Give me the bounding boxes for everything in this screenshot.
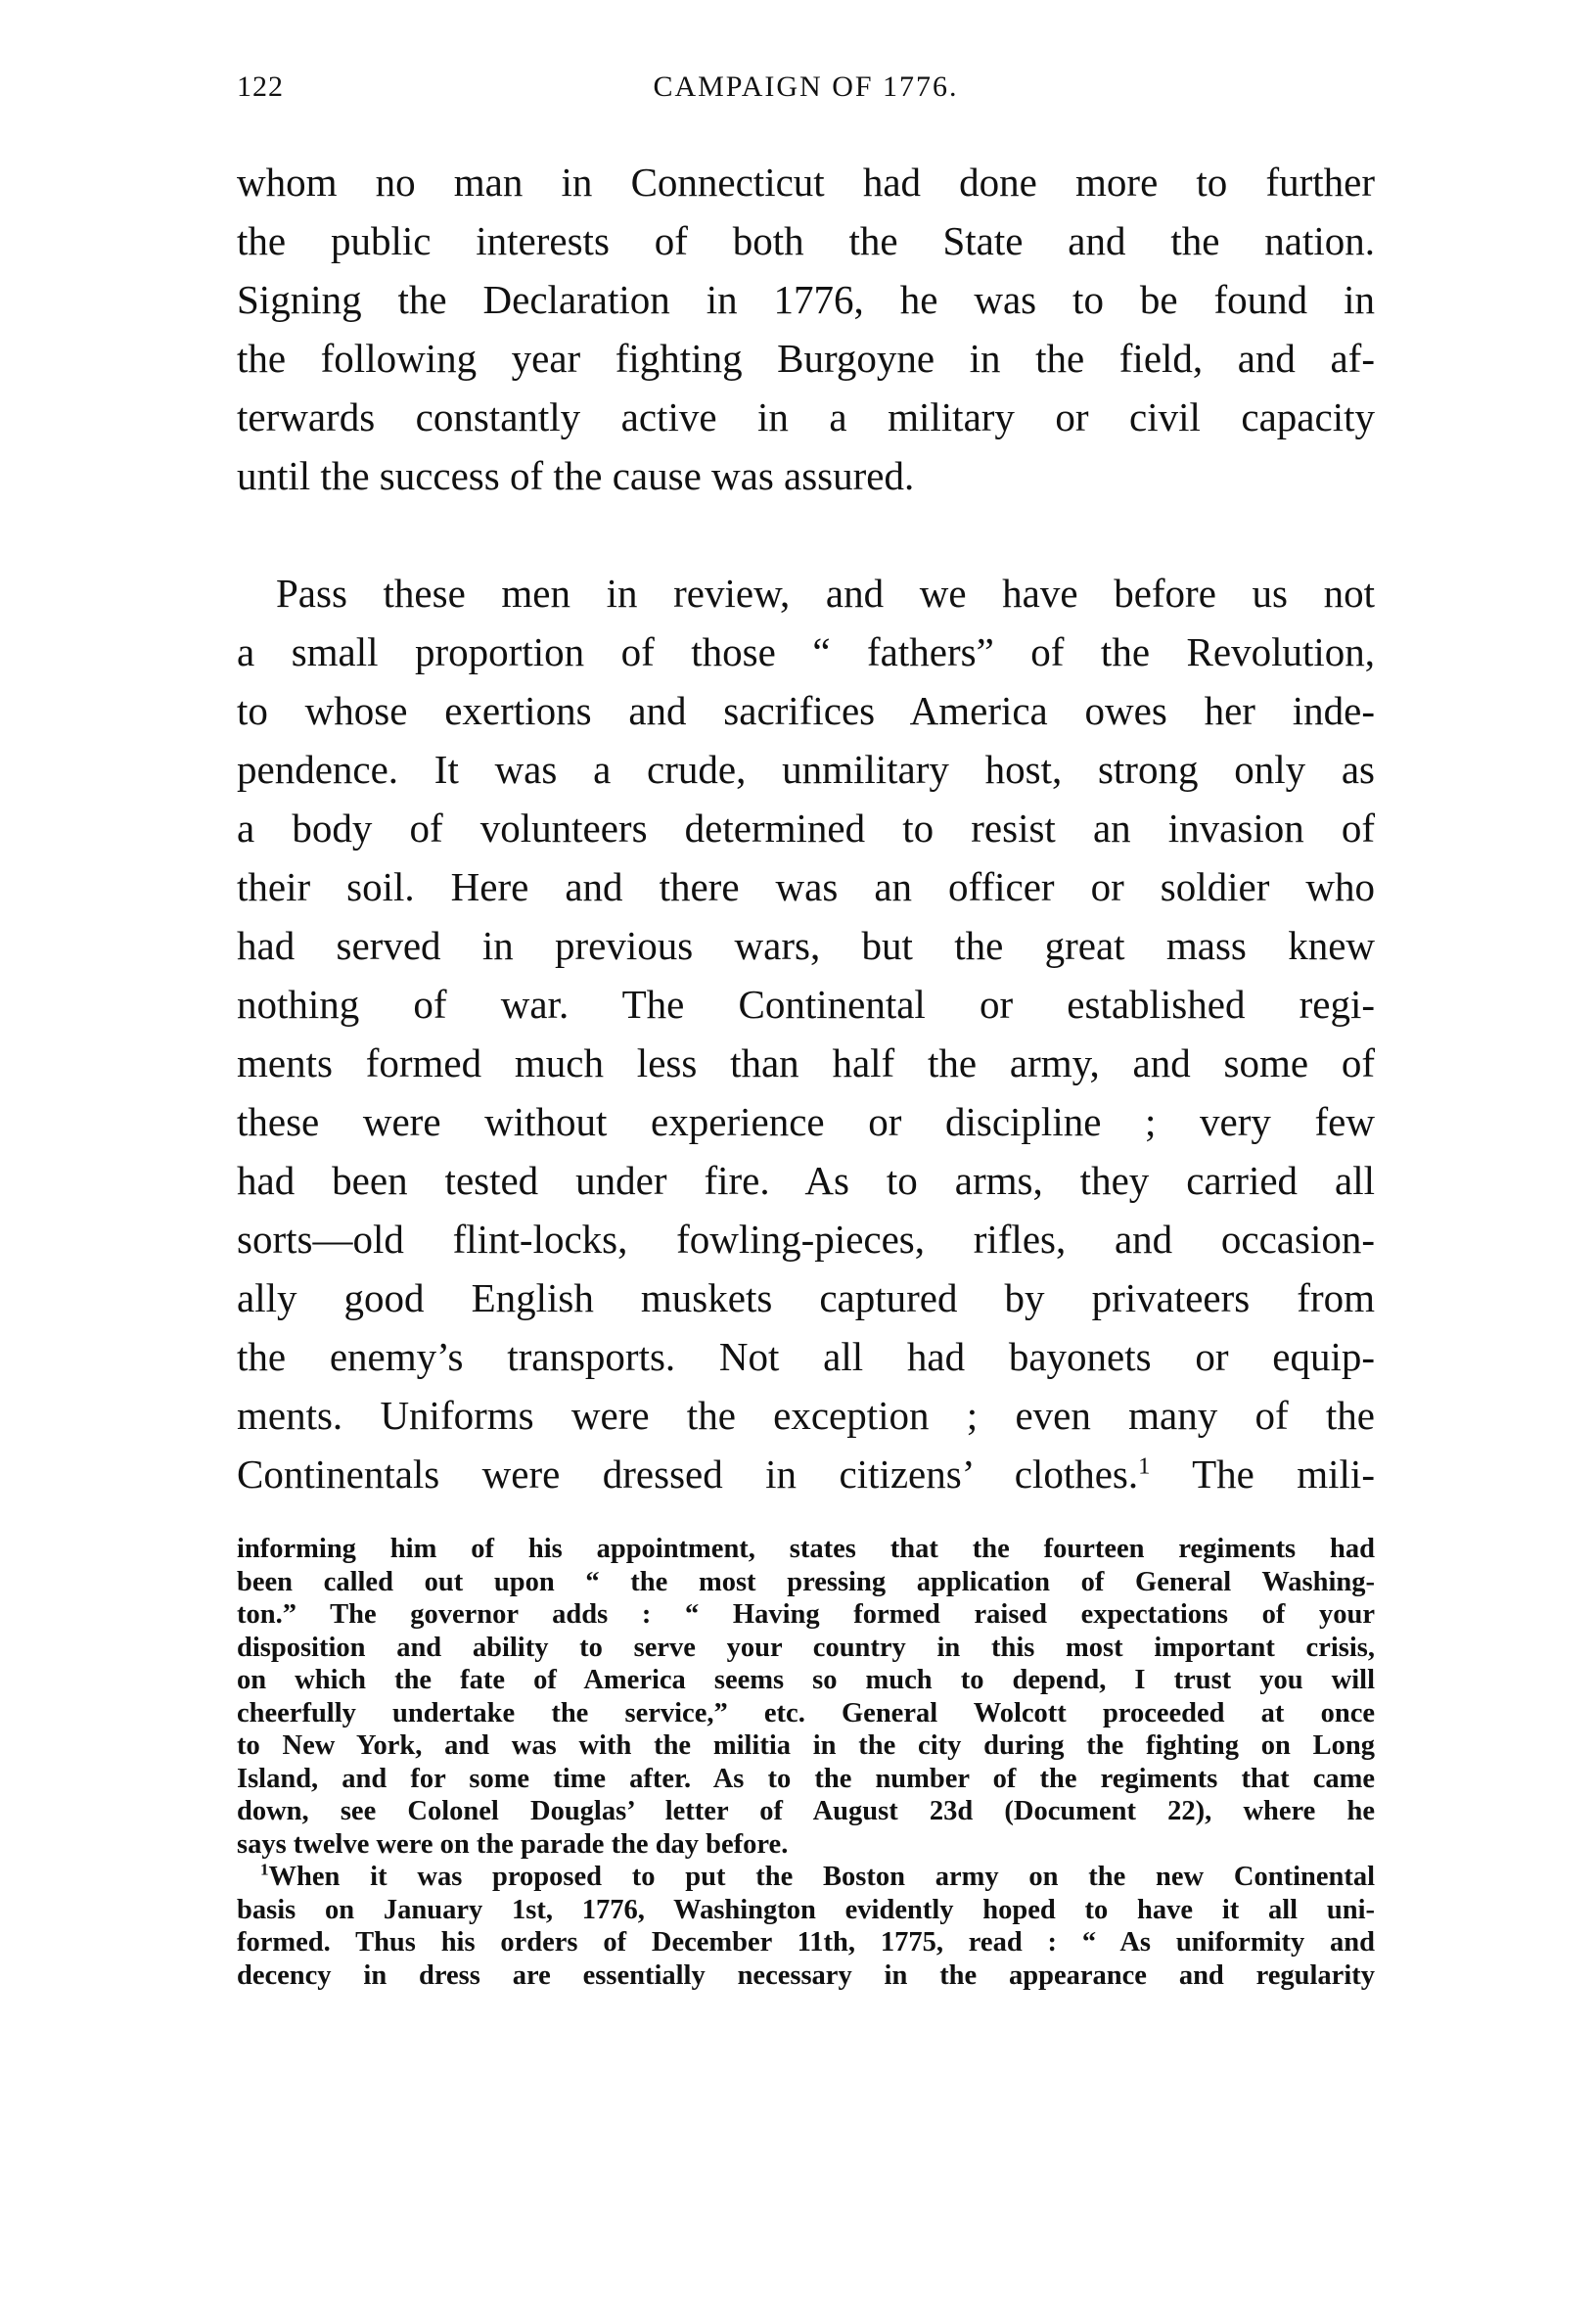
text-line: had served in previous wars, but the great mass knew <box>237 923 1375 968</box>
footnote-mark: 1 <box>260 1860 269 1879</box>
footnotes <box>237 1533 1375 1992</box>
text-line: terwards constantly active in a military or civil capacity <box>237 394 1375 439</box>
footnote-line: says twelve were on the parade the day before. <box>237 1828 789 1860</box>
running-head-title: CAMPAIGN OF 1776. <box>653 70 959 103</box>
text-line: to whose exertions and sacrifices America owes her inde- <box>237 688 1375 733</box>
text-line: the following year fighting Burgoyne in the field, and af- <box>237 336 1375 381</box>
text-line: their soil. Here and there was an officer or soldier who <box>237 864 1375 909</box>
text-segment: The mili- <box>1150 1452 1375 1497</box>
text-segment: Continentals were dressed in citizens’ clothes. <box>237 1452 1139 1497</box>
text-line: Pass these men in review, and we have before us not <box>276 571 1375 616</box>
footnote-line: to New York, and was with the militia in the city during the fighting on Long <box>237 1730 1375 1761</box>
footnote-1-first-line <box>237 1861 1375 1894</box>
text-line: the public interests of both the State and the nation. <box>237 218 1375 263</box>
footnote-line: cheerfully undertake the service,” etc. General Wolcott proceeded at once <box>237 1697 1375 1728</box>
footnote-line: formed. Thus his orders of December 11th, 1775, read : “ As uniformity and <box>237 1927 1375 1958</box>
text-line: until the success of the cause was assured. <box>237 453 915 498</box>
text-line: ally good English muskets captured by privateers from <box>237 1275 1375 1320</box>
text-segment: When it was proposed to put the Boston army on the new Continental <box>268 1862 1375 1892</box>
footnote-line: ton.” The governor adds : “ Having formed raised expectations of your <box>237 1599 1375 1630</box>
text-line <box>237 1445 1375 1503</box>
main-text <box>237 153 1375 1562</box>
text-line: a small proportion of those “ fathers” of the Revolution, <box>237 629 1375 674</box>
text-line: whom no man in Connecticut had done more to further <box>237 160 1375 205</box>
footnote-line: down, see Colonel Douglas’ letter of August 23d (Document 22), where he <box>237 1796 1375 1826</box>
footnote-line: decency in dress are essentially necessary in the appearance and regularity <box>237 1959 1375 1991</box>
footnote-line: disposition and ability to serve your country in this most important crisis, <box>237 1632 1375 1663</box>
text-line: ments. Uniforms were the exception ; even many of the <box>237 1393 1375 1438</box>
paragraph-2 <box>237 564 1375 1503</box>
running-header <box>237 70 1375 114</box>
text-line: ments formed much less than half the army, and some of <box>237 1040 1375 1085</box>
footnote-line: basis on January 1st, 1776, Washington evidently hoped to have it all uni- <box>237 1894 1375 1925</box>
page-number: 122 <box>237 70 284 103</box>
text-line: the enemy’s transports. Not all had bayonets or equip- <box>237 1334 1375 1379</box>
footnote-reference[interactable]: 1 <box>1138 1452 1151 1480</box>
text-line: nothing of war. The Continental or established regi- <box>237 982 1375 1027</box>
text-line: sorts—old flint-locks, fowling-pieces, rifles, and occasion- <box>237 1217 1375 1262</box>
text-line: Signing the Declaration in 1776, he was to be found in <box>237 277 1375 322</box>
text-line: had been tested under fire. As to arms, they carried all <box>237 1158 1375 1203</box>
paragraph-1 <box>237 153 1375 505</box>
text-line: pendence. It was a crude, unmilitary host, strong only as <box>237 747 1375 792</box>
text-line: these were without experience or discipline ; very few <box>237 1099 1375 1144</box>
text-line: a body of volunteers determined to resist an invasion of <box>237 806 1375 851</box>
footnote-line: informing him of his appointment, states that the fourteen regiments had <box>237 1534 1375 1564</box>
footnote-line: Island, and for some time after. As to the number of the regiments that came <box>237 1763 1375 1794</box>
footnote-line: been called out upon “ the most pressing application of General Washing- <box>237 1566 1375 1597</box>
footnote-line: on which the fate of America seems so much to depend, I trust you will <box>237 1665 1375 1695</box>
